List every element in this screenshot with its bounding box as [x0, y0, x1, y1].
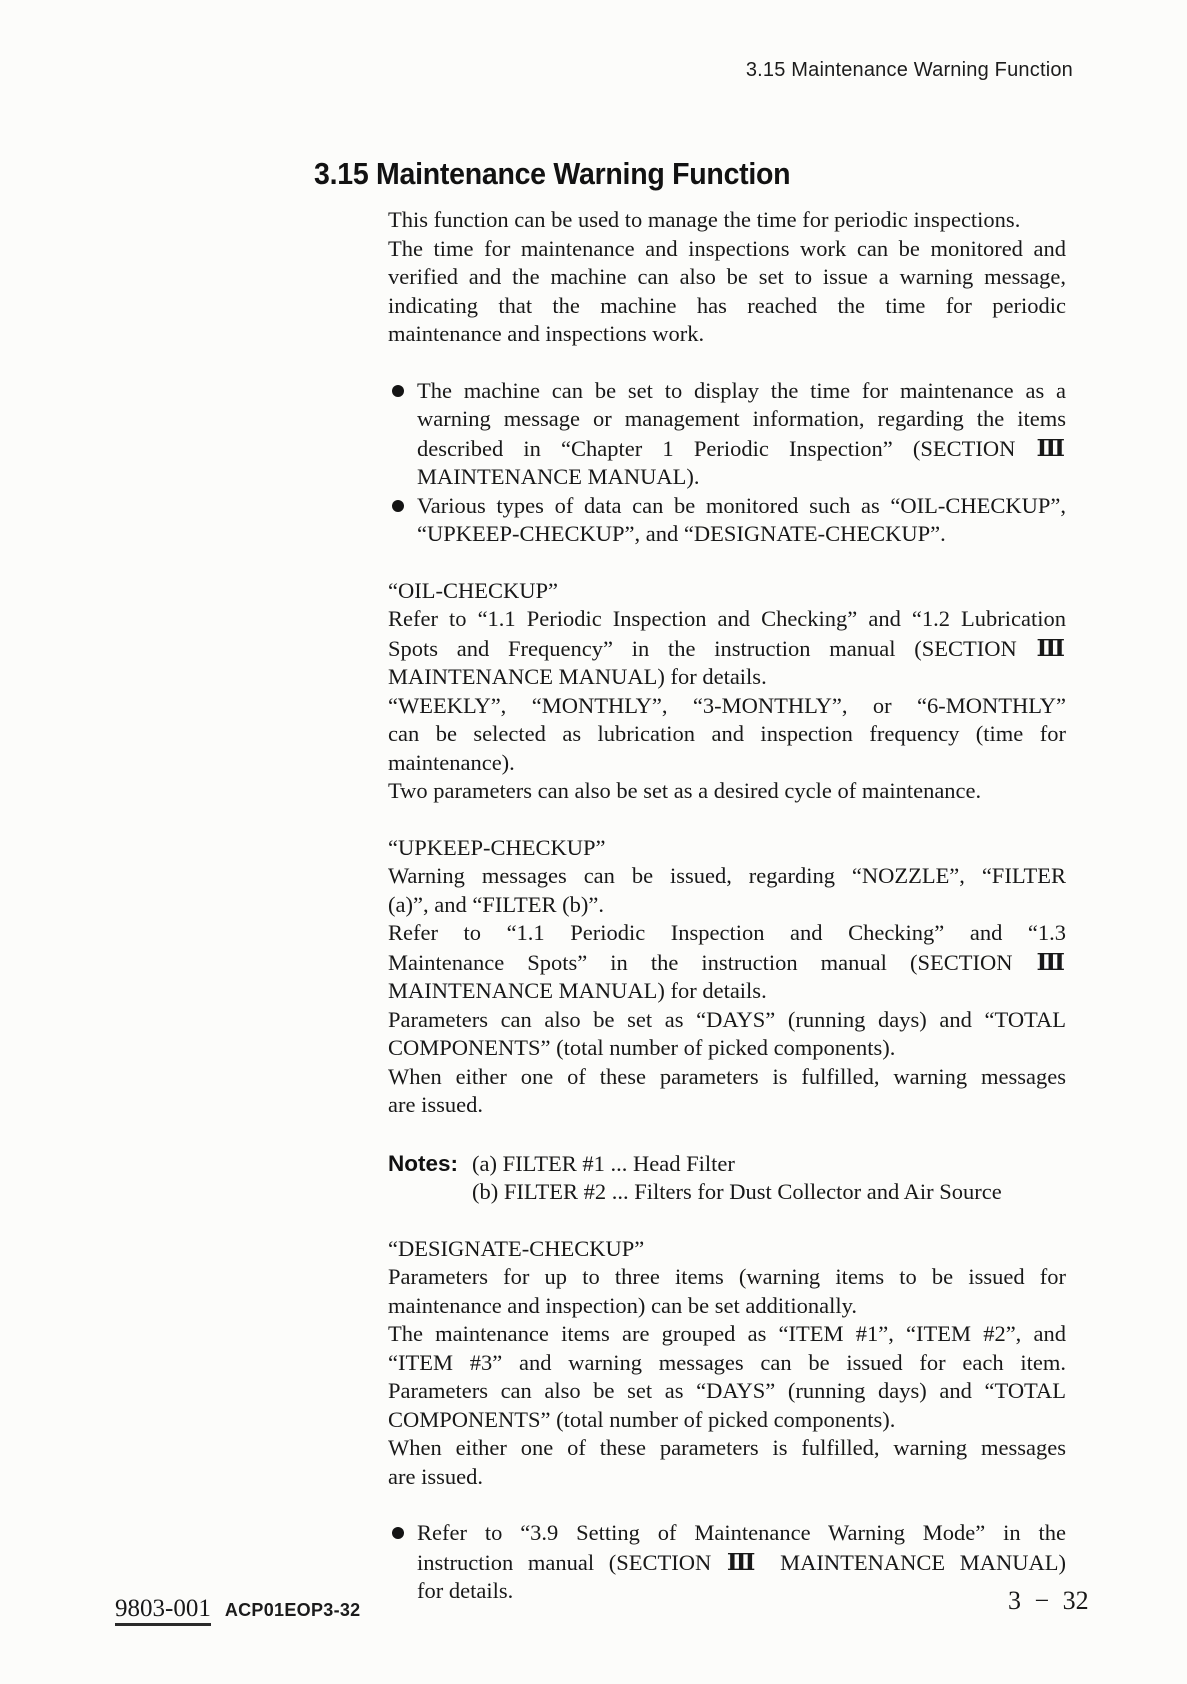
text-line: “OIL-CHECKUP”	[388, 577, 558, 603]
text-line: “ITEM #3” and warning messages can be issued for each item.	[388, 1349, 1066, 1375]
text-line: Parameters can also be set as “DAYS” (running days) and “TOTAL	[388, 1006, 1066, 1032]
text-line: The time for maintenance and inspections work can be monitored and	[388, 235, 1066, 261]
paragraph	[388, 206, 1066, 349]
text-line: MAINTENANCE MANUAL) for details.	[388, 978, 767, 1003]
text-line: COMPONENTS” (total number of picked components).	[388, 1035, 896, 1060]
text-line: “WEEKLY”, “MONTHLY”, “3-MONTHLY”, or “6-MONTHLY”	[388, 692, 1066, 718]
text-line: “DESIGNATE-CHECKUP”	[388, 1235, 645, 1261]
text-line: (a) FILTER #1 ... Head Filter	[472, 1150, 735, 1176]
text-line: COMPONENTS” (total number of picked components).	[388, 1406, 896, 1432]
notes-block	[388, 1150, 1066, 1207]
roman-numeral-three: Ⅲ	[1036, 947, 1065, 976]
bullet-icon	[392, 500, 404, 512]
text-line: MAINTENANCE MANUAL).	[417, 464, 700, 489]
document-code: ACP01EOP3-32	[224, 1600, 361, 1620]
bullet-icon	[392, 385, 404, 397]
text-line: Refer to “1.1 Periodic Inspection and Checking” and “1.3	[388, 920, 1066, 945]
text-line: Parameters can also be set as “DAYS” (running days) and “TOTAL	[388, 1378, 1066, 1403]
bullet-list	[388, 1519, 1066, 1606]
text-line: described in “Chapter 1 Periodic Inspection” (SECTION Ⅲ	[417, 433, 1065, 462]
roman-numeral-three: Ⅲ	[1036, 433, 1065, 462]
bullet-icon	[392, 1527, 404, 1539]
document-number: 9803-001	[115, 1595, 211, 1626]
text-line: instruction manual (SECTION Ⅲ MAINTENANCE MANUAL)	[417, 1547, 1066, 1576]
text-line: Parameters for up to three items (warning items to be issued for	[388, 1264, 1066, 1289]
text-line: Two parameters can also be set as a desired cycle of maintenance.	[388, 778, 982, 803]
text-line: Refer to “3.9 Setting of Maintenance Warning Mode” in the	[417, 1520, 1066, 1545]
text-line: are issued.	[388, 1092, 483, 1117]
bullet-item	[388, 1519, 1066, 1606]
text-line: “UPKEEP-CHECKUP”	[388, 834, 606, 860]
paragraph	[388, 1235, 1066, 1492]
bullet-list	[388, 377, 1066, 549]
text-line: When either one of these parameters is fulfilled, warning messages	[388, 1435, 1066, 1460]
notes-label: Notes:	[388, 1150, 459, 1176]
text-line: (b) FILTER #2 ... Filters for Dust Collector and Air Source	[472, 1179, 1002, 1204]
text-line: verified and the machine can also be set to issue a warning message,	[388, 264, 1066, 289]
text-line: Spots and Frequency” in the instruction manual (SECTION Ⅲ	[388, 633, 1065, 662]
text-line: Maintenance Spots” in the instruction manual (SECTION Ⅲ	[388, 947, 1065, 976]
text-line: The machine can be set to display the time for maintenance as a	[417, 377, 1066, 403]
text-line: This function can be used to manage the time for periodic inspections.	[388, 207, 1021, 232]
text-line: MAINTENANCE MANUAL) for details.	[388, 664, 767, 689]
paragraph	[388, 577, 1066, 806]
text-line: for details.	[417, 1578, 514, 1603]
text-line: (a)”, and “FILTER (b)”.	[388, 891, 604, 917]
roman-numeral-three: Ⅲ	[1036, 633, 1065, 662]
text-line: The maintenance items are grouped as “ITEM #1”, “ITEM #2”, and	[388, 1321, 1066, 1346]
text-line: maintenance and inspections work.	[388, 321, 705, 346]
running-header: 3.15 Maintenance Warning Function	[745, 59, 1073, 81]
text-line: Various types of data can be monitored such as “OIL-CHECKUP”,	[417, 492, 1066, 518]
text-line: When either one of these parameters is fulfilled, warning messages	[388, 1063, 1066, 1089]
text-line: Warning messages can be issued, regarding “NOZZLE”, “FILTER	[388, 863, 1066, 888]
text-line: are issued.	[388, 1463, 483, 1489]
document-body	[388, 206, 1066, 1606]
text-line: Refer to “1.1 Periodic Inspection and Checking” and “1.2 Lubrication	[388, 606, 1066, 631]
page-title: 3.15 Maintenance Warning Function	[314, 155, 791, 191]
text-line: maintenance).	[388, 749, 515, 775]
text-line: “UPKEEP-CHECKUP”, and “DESIGNATE-CHECKUP”.	[417, 521, 946, 546]
text-line: warning message or management information, regarding the items	[417, 406, 1066, 431]
roman-numeral-three: Ⅲ	[726, 1547, 765, 1576]
text-line: can be selected as lubrication and inspection frequency (time for	[388, 721, 1066, 746]
paragraph	[388, 834, 1066, 1120]
footer-left	[115, 1594, 361, 1624]
bullet-item	[388, 377, 1066, 492]
text-line: maintenance and inspection) can be set additionally.	[388, 1292, 857, 1318]
text-line: indicating that the machine has reached the time for periodic	[388, 292, 1066, 318]
bullet-item	[388, 492, 1066, 549]
page-number: 3 − 32	[1008, 1586, 1089, 1615]
